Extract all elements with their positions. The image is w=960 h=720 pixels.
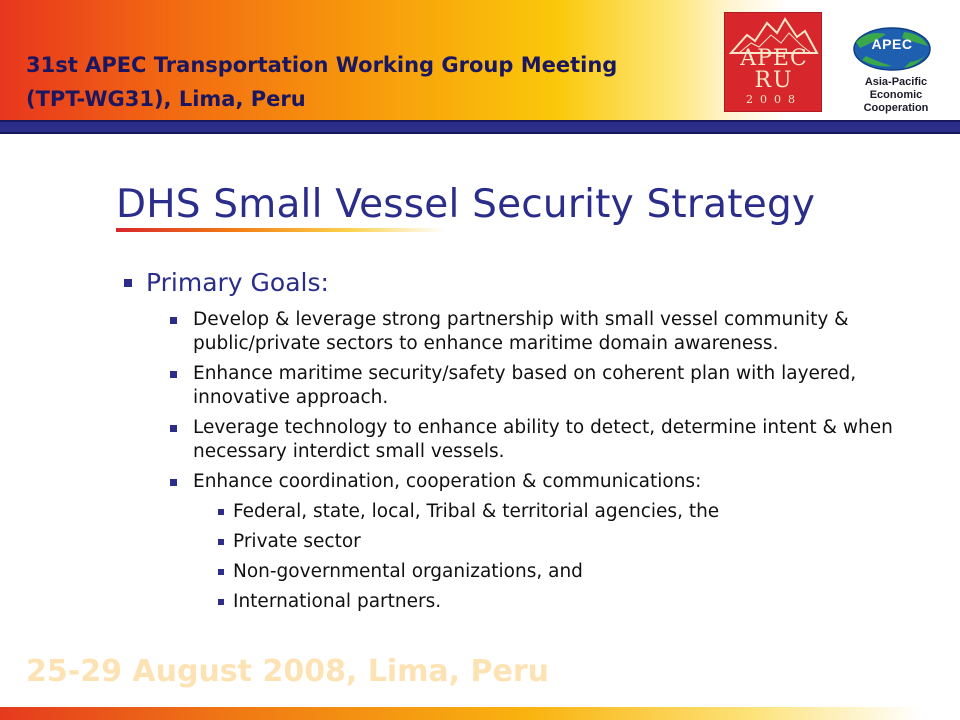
square-bullet-icon [124,279,132,287]
square-bullet-icon [218,569,224,575]
party-text: Federal, state, local, Tribal & territorial agencies, the [233,501,720,522]
goal-item [166,416,918,464]
title-underline [116,228,446,232]
meeting-title [26,48,617,116]
square-bullet-icon [170,317,177,324]
footer-gradient-bar [0,707,960,720]
party-text: International partners. [233,591,442,612]
logo-host-line2: RU [754,68,794,93]
party-item [213,530,918,554]
header-divider-bar [0,120,960,134]
goal-text: Enhance maritime security/safety based on coherent plan with layered, innovative approach. [193,363,857,408]
square-bullet-icon [218,509,224,515]
content-list [118,266,918,614]
meeting-title-line1: 31st APEC Transportation Working Group Meeting [26,53,618,77]
goal-text: Develop & leverage strong partnership with small vessel community & public/private sectors to enhance maritime domain awareness. [193,309,849,354]
apec-logo [838,22,954,112]
goal-item [166,308,918,356]
party-item [213,500,918,524]
apec-peru-2008-logo [724,12,822,112]
party-item [213,560,918,584]
party-item [213,590,918,614]
goal-item [166,362,918,410]
party-text: Non-governmental organizations, and [233,561,583,582]
meeting-title-line2: (TPT-WG31), Lima, Peru [26,87,306,111]
square-bullet-icon [170,425,177,432]
square-bullet-icon [170,371,177,378]
party-text: Private sector [233,531,361,552]
logo-host-year: 2008 [746,93,802,106]
square-bullet-icon [218,539,224,545]
goal-text: Enhance coordination, cooperation & communications: [193,471,702,492]
apec-caption-line2: Economic Cooperation [863,89,929,114]
square-bullet-icon [218,599,224,605]
square-bullet-icon [170,479,177,486]
apec-caption-line1: Asia-Pacific [864,76,928,88]
goal-text: Leverage technology to enhance ability to detect, determine intent & when necessary interdict small vessels. [193,417,893,462]
apec-globe-label: APEC [871,36,913,52]
slide-title: DHS Small Vessel Security Strategy [116,182,816,227]
goal-item [166,470,918,494]
section-heading-text: Primary Goals: [146,268,329,297]
section-heading [118,266,918,300]
footer-date-location: 25-29 August 2008, Lima, Peru [26,654,550,689]
logo-host-line1: APEC [740,46,808,71]
